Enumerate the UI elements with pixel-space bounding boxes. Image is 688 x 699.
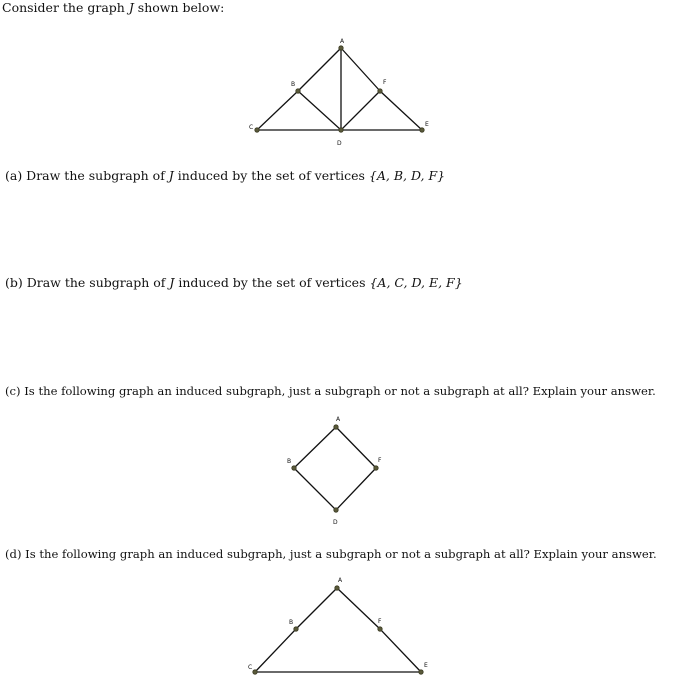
graph-j xyxy=(0,36,688,150)
vertex-e xyxy=(419,670,423,674)
vertex-e xyxy=(420,128,424,132)
intro-suffix: shown below: xyxy=(133,0,225,15)
question-a xyxy=(5,168,445,184)
intro-text xyxy=(2,0,224,16)
vertex-b xyxy=(294,627,298,631)
vertex-c xyxy=(253,670,257,674)
edge-c-b xyxy=(257,91,298,130)
intro-prefix: Consider the graph xyxy=(2,0,129,15)
question-c-text: (c) Is the following graph an induced subgraph, just a subgraph or not a subgraph at all? Explain your answer. xyxy=(5,384,656,398)
vertex-label-d: D xyxy=(337,140,342,147)
vertex-a xyxy=(335,586,339,590)
vertex-a xyxy=(334,425,338,429)
question-a-middle: induced by the set of vertices xyxy=(173,168,369,183)
vertex-label-c: C xyxy=(249,124,254,131)
edge-f-d xyxy=(341,91,380,130)
vertex-f xyxy=(378,627,382,631)
edge-b-d xyxy=(298,91,341,130)
graph-c-svg xyxy=(0,412,688,530)
vertex-b xyxy=(296,89,300,93)
graph-c xyxy=(0,412,688,530)
vertex-b xyxy=(292,466,296,470)
vertex-f xyxy=(374,466,378,470)
question-b-middle: induced by the set of vertices xyxy=(174,275,370,290)
edge-c-b xyxy=(255,629,296,672)
graph-d-svg xyxy=(0,574,688,694)
edge-a-f xyxy=(336,427,376,468)
vertex-a xyxy=(339,46,343,50)
vertex-label-a: A xyxy=(336,416,341,423)
question-b-prefix: (b) Draw the subgraph of xyxy=(5,275,170,290)
vertex-label-e: E xyxy=(425,121,429,128)
question-a-prefix: (a) Draw the subgraph of xyxy=(5,168,169,183)
edge-b-a xyxy=(296,588,337,629)
edge-f-e xyxy=(380,629,421,672)
edge-b-a xyxy=(298,48,341,91)
question-a-graph-name: J xyxy=(168,168,174,183)
vertex-label-d: D xyxy=(333,519,338,526)
vertex-c xyxy=(255,128,259,132)
question-d-text: (d) Is the following graph an induced subgraph, just a subgraph or not a subgraph at all? Explain your answer. xyxy=(5,547,657,561)
question-c xyxy=(5,383,656,399)
vertex-label-f: F xyxy=(383,79,387,86)
question-a-vertex-set: {A, B, D, F} xyxy=(368,168,446,183)
intro-graph-name: J xyxy=(128,0,134,15)
vertex-label-f: F xyxy=(378,457,382,464)
edge-a-f xyxy=(341,48,380,91)
edge-f-d xyxy=(336,468,376,510)
edge-b-d xyxy=(294,468,336,510)
graph-d xyxy=(0,574,688,694)
vertex-label-a: A xyxy=(340,38,345,45)
vertex-label-b: B xyxy=(291,81,296,88)
question-d xyxy=(5,546,657,562)
vertex-label-a: A xyxy=(338,577,343,584)
vertex-label-b: B xyxy=(289,619,294,626)
vertex-label-e: E xyxy=(424,662,428,669)
graph-j-svg xyxy=(0,36,688,150)
vertex-label-f: F xyxy=(378,618,382,625)
edge-f-e xyxy=(380,91,422,130)
vertex-d xyxy=(339,128,343,132)
vertex-d xyxy=(334,508,338,512)
vertex-label-c: C xyxy=(248,664,253,671)
vertex-label-b: B xyxy=(287,458,292,465)
question-b xyxy=(5,275,463,291)
edge-a-b xyxy=(294,427,336,468)
question-b-graph-name: J xyxy=(169,275,175,290)
edge-a-f xyxy=(337,588,380,629)
vertex-f xyxy=(378,89,382,93)
question-b-vertex-set: {A, C, D, E, F} xyxy=(369,275,463,290)
